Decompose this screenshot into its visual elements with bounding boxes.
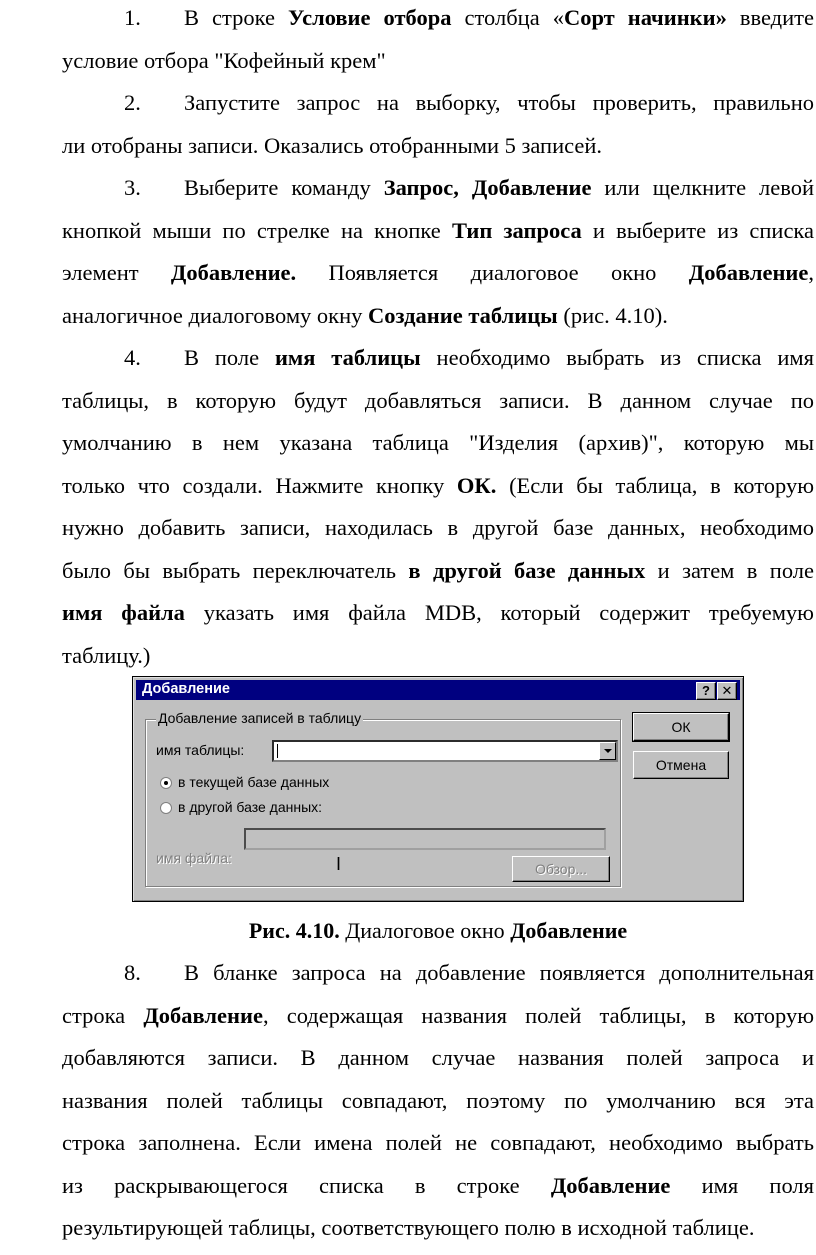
- text-line: [62, 592, 814, 635]
- text-line: [62, 1037, 814, 1080]
- text-run: таблицы, в которую будут добавляться записи. В данном случае по: [62, 387, 814, 413]
- text-run: названия полей таблицы совпадают, поэтому по умолчанию вся эта: [62, 1087, 814, 1113]
- text-line: [62, 295, 814, 338]
- text-line: [62, 1080, 814, 1123]
- radio-current-db-label[interactable]: в текущей базе данных: [178, 774, 330, 790]
- figure-caption: [0, 913, 816, 949]
- text-line: [62, 82, 814, 125]
- dialog-title: Добавление: [142, 681, 230, 697]
- ibeam-cursor-icon: I: [336, 854, 342, 874]
- bold-text: Добавление: [143, 1002, 263, 1028]
- text-run: или щелкните левой: [591, 175, 815, 200]
- bold-text: Запрос, Добавление: [383, 175, 592, 200]
- text-run: аналогичное диалоговому окну: [62, 302, 369, 328]
- bold-text: Тип запроса: [451, 217, 582, 243]
- ok-button[interactable]: ОК: [633, 713, 729, 741]
- text-run: (Если бы таблица, в которую: [496, 472, 815, 498]
- bold-text: в другой базе данных: [408, 557, 646, 583]
- text-line: [62, 952, 814, 995]
- help-button[interactable]: ?: [696, 682, 716, 700]
- text-run: Появляется диалоговое окно: [296, 260, 689, 285]
- text-run: добавляются записи. В данном случае названия полей запроса и: [62, 1045, 814, 1070]
- text-line: [62, 635, 814, 678]
- text-run: и затем в поле: [645, 557, 814, 583]
- text-run: было бы выбрать переключатель: [62, 557, 409, 583]
- bold-text: Добавление: [550, 1172, 671, 1198]
- browse-button[interactable]: Обзор...: [512, 856, 610, 882]
- text-line: [62, 995, 814, 1038]
- text-run: нужно добавить записи, находилась в другой базе данных, необходимо: [62, 515, 814, 540]
- text-run: столбца «: [451, 5, 564, 30]
- text-cursor: [277, 744, 278, 758]
- text-line: [62, 125, 814, 168]
- text-line: [62, 1122, 814, 1165]
- group-label: Добавление записей в таблицу: [158, 710, 362, 726]
- text-run: таблицу.): [62, 642, 151, 668]
- text-run: введите: [726, 5, 814, 30]
- text-line: [62, 40, 814, 83]
- text-line: [62, 507, 814, 550]
- text-line: [62, 1207, 814, 1250]
- text-run: условие отбора "Кофейный крем": [62, 47, 386, 73]
- list-number: 8.: [124, 960, 141, 985]
- bold-text: имя таблицы: [274, 345, 421, 370]
- text-line: [62, 167, 814, 210]
- bold-text: Добавление.: [170, 260, 297, 285]
- caption-bold-end: Добавление: [510, 918, 628, 943]
- text-run: (рис. 4.10).: [557, 302, 668, 328]
- text-line: [62, 380, 814, 423]
- bold-text: Добавление: [688, 260, 809, 285]
- text-run: ли отобраны записи. Оказались отобранными 5 записей.: [62, 132, 603, 158]
- text-run: строка заполнена. Если имена полей не совпадают, необходимо выбрать: [62, 1130, 814, 1155]
- bold-text: Сорт начинки»: [563, 5, 727, 30]
- radio-other-db[interactable]: [160, 802, 172, 814]
- append-records-group: [145, 710, 621, 887]
- table-name-combo[interactable]: [272, 740, 618, 762]
- text-run: необходимо выбрать из списка имя: [420, 345, 815, 370]
- list-number: 4.: [124, 345, 141, 370]
- bold-text: ОК.: [456, 472, 497, 498]
- text-run: умолчанию в нем указана таблица "Изделия (архив)", которую мы: [62, 430, 814, 455]
- list-number: 3.: [124, 175, 141, 200]
- text-run: , содержащая названия полей таблицы, в которую: [262, 1002, 815, 1028]
- text-line: [62, 337, 814, 380]
- text-run: указать имя файла MDB, который содержит требуемую: [184, 600, 814, 625]
- text-run: Выберите команду: [184, 175, 384, 200]
- bold-text: имя файла: [62, 600, 185, 625]
- bold-text: Условие отбора: [288, 5, 452, 30]
- radio-current-db[interactable]: [160, 777, 172, 789]
- dialog-titlebar[interactable]: [136, 680, 740, 700]
- text-line: [62, 422, 814, 465]
- close-button[interactable]: ✕: [717, 682, 737, 700]
- combo-dropdown-arrow-icon[interactable]: [599, 742, 616, 760]
- text-run: только что создали. Нажмите кнопку: [62, 472, 457, 498]
- text-line: [62, 210, 814, 253]
- text-run: элемент: [62, 260, 171, 285]
- cancel-button[interactable]: Отмена: [633, 751, 729, 779]
- text-run: Запустите запрос на выборку, чтобы проверить, правильно: [184, 90, 814, 115]
- list-number: 2.: [124, 90, 141, 115]
- table-name-label: имя таблицы:: [156, 742, 245, 758]
- file-name-field: [244, 828, 606, 850]
- radio-other-db-label[interactable]: в другой базе данных:: [178, 799, 323, 815]
- text-line: [62, 1165, 814, 1208]
- text-run: ,: [808, 260, 814, 285]
- file-name-label: имя файла:: [156, 850, 232, 866]
- list-number: 1.: [124, 5, 141, 30]
- text-run: результирующей таблицы, соответствующего полю в исходной таблице.: [62, 1215, 755, 1240]
- text-run: строка: [62, 1002, 144, 1028]
- text-line: [62, 465, 814, 508]
- bold-text: Создание таблицы: [368, 302, 558, 328]
- text-line: [62, 550, 814, 593]
- caption-middle: Диалоговое окно: [339, 918, 511, 943]
- text-line: [62, 252, 814, 295]
- text-run: В строке: [184, 5, 288, 30]
- text-run: кнопкой мыши по стрелке на кнопке: [62, 217, 452, 243]
- append-dialog: [132, 676, 744, 902]
- text-line: [62, 0, 814, 40]
- text-run: имя поля: [670, 1172, 814, 1198]
- caption-prefix: Рис. 4.10.: [248, 918, 340, 943]
- text-run: и выберите из списка: [581, 217, 815, 243]
- text-run: из раскрывающегося списка в строке: [62, 1172, 551, 1198]
- text-run: В бланке запроса на добавление появляется дополнительная: [184, 960, 814, 985]
- text-run: В поле: [184, 345, 275, 370]
